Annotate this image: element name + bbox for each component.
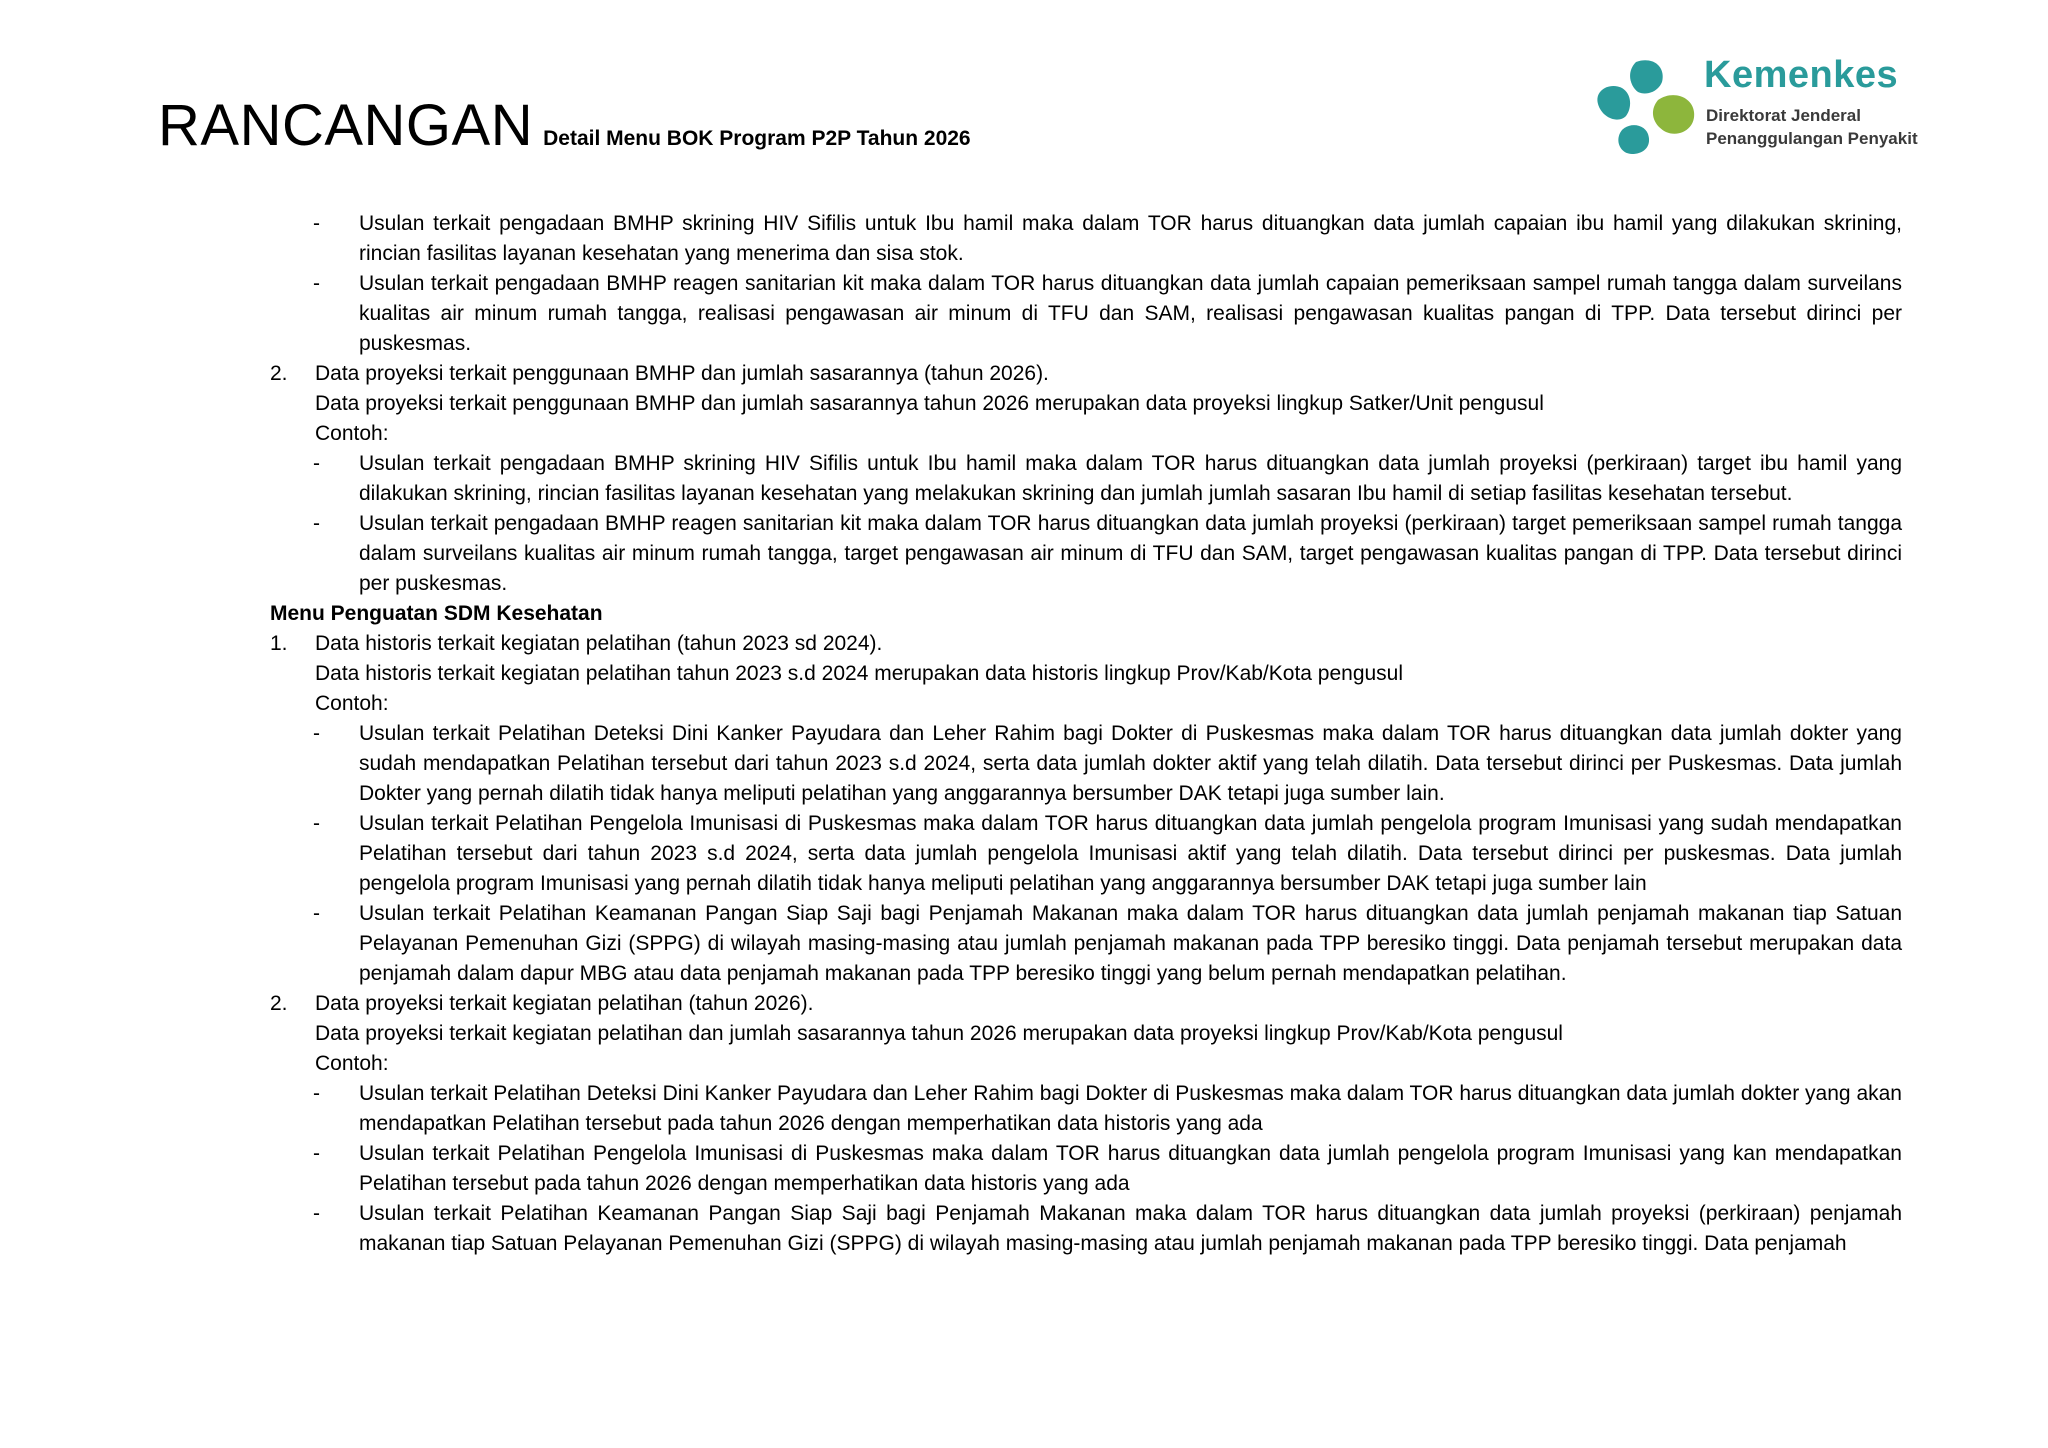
item-title: Data proyeksi terkait penggunaan BMHP dan jumlah sasarannya (tahun 2026).	[315, 362, 1049, 385]
numbered-item	[270, 989, 1902, 1019]
kemenkes-logo-icon	[1592, 56, 1696, 156]
list-item: - Usulan terkait Pelatihan Pengelola Imunisasi di Puskesmas maka dalam TOR harus dituangkan data jumlah pengelola program Imunisasi yang sudah mendapatkan Pelatihan tersebut dari tahun 2023 s.d 2024, serta data jumlah pengelola Imunisasi aktif yang telah dilatih. Data tersebut dirinci per puskesmas. Data jumlah pengelola program Imunisasi yang pernah dilatih tidak hanya meliputi pelatihan yang anggarannya bersumber DAK tetapi juga sumber lain	[270, 809, 1902, 899]
contoh-label: Contoh:	[315, 1052, 389, 1075]
logo-subtitle-line1: Direktorat Jenderal	[1706, 106, 1861, 125]
logo-subtitle-line2: Penanggulangan Penyakit	[1706, 129, 1918, 148]
section-heading: Menu Penguatan SDM Kesehatan	[270, 602, 603, 625]
list-item: - Usulan terkait Pelatihan Keamanan Pangan Siap Saji bagi Penjamah Makanan maka dalam TOR harus dituangkan data jumlah proyeksi (perkiraan) penjamah makanan tiap Satuan Pelayanan Pemenuhan Gizi (SPPG) di wilayah masing-masing atau jumlah penjamah makanan pada TPP beresiko tinggi. Data penjamah	[270, 1199, 1902, 1259]
item-number: 2.	[270, 362, 288, 385]
list-item: - Usulan terkait Pelatihan Keamanan Pangan Siap Saji bagi Penjamah Makanan maka dalam TOR harus dituangkan data jumlah penjamah makanan tiap Satuan Pelayanan Pemenuhan Gizi (SPPG) di wilayah masing-masing atau jumlah penjamah makanan pada TPP beresiko tinggi. Data penjamah tersebut merupakan data penjamah dalam dapur MBG atau data penjamah makanan pada TPP beresiko tinggi yang belum pernah mendapatkan pelatihan.	[270, 899, 1902, 989]
page-header	[158, 92, 971, 159]
contoh-label: Contoh:	[315, 692, 389, 715]
list-item: - Usulan terkait Pelatihan Deteksi Dini Kanker Payudara dan Leher Rahim bagi Dokter di Puskesmas maka dalam TOR harus dituangkan data jumlah dokter yang sudah mendapatkan Pelatihan tersebut dari tahun 2023 s.d 2024, serta data jumlah dokter aktif yang telah dilatih. Data tersebut dirinci per Puskesmas. Data jumlah Dokter yang pernah dilatih tidak hanya meliputi pelatihan yang anggarannya bersumber DAK tetapi juga sumber lain.	[270, 719, 1902, 809]
logo-subtitle	[1706, 104, 1918, 150]
item-title: Data proyeksi terkait kegiatan pelatihan (tahun 2026).	[315, 992, 814, 1015]
item-number: 1.	[270, 632, 288, 655]
list-item: - Usulan terkait pengadaan BMHP skrining HIV Sifilis untuk Ibu hamil maka dalam TOR harus dituangkan data jumlah proyeksi (perkiraan) target ibu hamil yang dilakukan skrining, rincian fasilitas layanan kesehatan yang melakukan skrining dan jumlah jumlah sasaran Ibu hamil di setiap fasilitas kesehatan tersebut.	[270, 449, 1902, 509]
kemenkes-logo	[1592, 56, 1952, 156]
list-item: - Usulan terkait Pelatihan Deteksi Dini Kanker Payudara dan Leher Rahim bagi Dokter di Puskesmas maka dalam TOR harus dituangkan data jumlah dokter yang akan mendapatkan Pelatihan tersebut pada tahun 2026 dengan memperhatikan data historis yang ada	[270, 1079, 1902, 1139]
list-item: - Usulan terkait pengadaan BMHP reagen sanitarian kit maka dalam TOR harus dituangkan data jumlah proyeksi (perkiraan) target pemeriksaan sampel rumah tangga dalam surveilans kualitas air minum rumah tangga, target pengawasan air minum di TFU dan SAM, target pengawasan kualitas pangan di TPP. Data tersebut dirinci per puskesmas.	[270, 509, 1902, 599]
item-description: Data proyeksi terkait penggunaan BMHP dan jumlah sasarannya tahun 2026 merupakan data proyeksi lingkup Satker/Unit pengusul	[315, 392, 1544, 415]
logo-brand-text: Kemenkes	[1704, 54, 1899, 96]
list-item: - Usulan terkait Pelatihan Pengelola Imunisasi di Puskesmas maka dalam TOR harus dituangkan data jumlah pengelola program Imunisasi yang kan mendapatkan Pelatihan tersebut pada tahun 2026 dengan memperhatikan data historis yang ada	[270, 1139, 1902, 1199]
page-subtitle: Detail Menu BOK Program P2P Tahun 2026	[543, 127, 971, 150]
item-description: Data proyeksi terkait kegiatan pelatihan dan jumlah sasarannya tahun 2026 merupakan data proyeksi lingkup Prov/Kab/Kota pengusul	[315, 1022, 1563, 1045]
numbered-item	[270, 359, 1902, 389]
list-item: - Usulan terkait pengadaan BMHP skrining HIV Sifilis untuk Ibu hamil maka dalam TOR harus dituangkan data jumlah capaian ibu hamil yang dilakukan skrining, rincian fasilitas layanan kesehatan yang menerima dan sisa stok.	[270, 209, 1902, 269]
contoh-label: Contoh:	[315, 422, 389, 445]
item-number: 2.	[270, 992, 288, 1015]
page-title: RANCANGAN	[158, 93, 534, 158]
numbered-item	[270, 629, 1902, 659]
document-body	[270, 209, 1902, 1259]
list-item: - Usulan terkait pengadaan BMHP reagen sanitarian kit maka dalam TOR harus dituangkan data jumlah capaian pemeriksaan sampel rumah tangga dalam surveilans kualitas air minum rumah tangga, realisasi pengawasan air minum di TFU dan SAM, realisasi pengawasan kualitas pangan di TPP. Data tersebut dirinci per puskesmas.	[270, 269, 1902, 359]
item-title: Data historis terkait kegiatan pelatihan (tahun 2023 sd 2024).	[315, 632, 883, 655]
item-description: Data historis terkait kegiatan pelatihan tahun 2023 s.d 2024 merupakan data historis lingkup Prov/Kab/Kota pengusul	[315, 662, 1404, 685]
